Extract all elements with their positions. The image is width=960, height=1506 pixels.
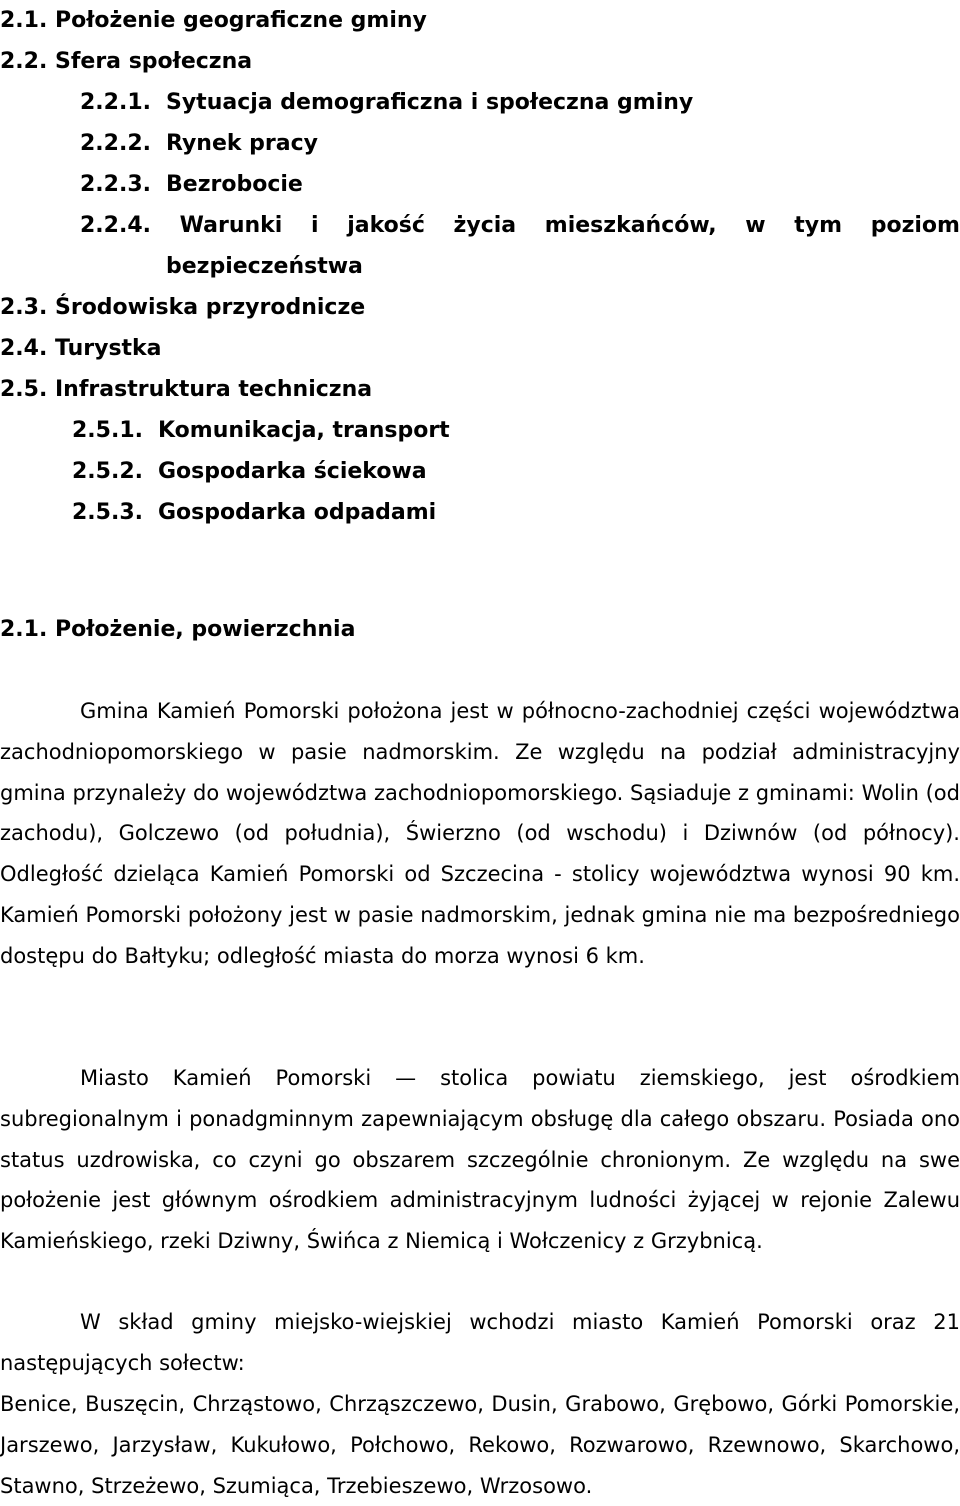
- toc-number: 2.3.: [0, 295, 48, 320]
- toc-title-word: tym: [794, 213, 843, 238]
- toc-item: [0, 123, 960, 164]
- toc-item: [0, 41, 960, 82]
- toc-title: Gospodarka odpadami: [158, 500, 437, 525]
- toc-item: [0, 287, 960, 328]
- toc-title: Komunikacja, transport: [158, 418, 450, 443]
- toc-title-word: Warunki: [179, 213, 283, 238]
- table-of-contents: [0, 0, 960, 533]
- toc-number: 2.2.4.: [80, 213, 151, 238]
- toc-number: 2.5.3.: [72, 500, 143, 525]
- toc-number: 2.5.1.: [72, 418, 143, 443]
- toc-title-word: mieszkańców,: [544, 213, 717, 238]
- toc-item: [0, 328, 960, 369]
- toc-number: 2.2.2.: [80, 131, 151, 156]
- toc-title: Bezrobocie: [166, 172, 303, 197]
- section-heading: [0, 609, 355, 650]
- toc-title: Sfera społeczna: [55, 49, 253, 74]
- toc-title: Położenie geograficzne gminy: [55, 8, 427, 33]
- toc-item: [0, 0, 960, 41]
- toc-number: 2.5.: [0, 377, 48, 402]
- toc-title-word: i: [311, 213, 319, 238]
- toc-item: [0, 82, 960, 123]
- toc-title-word: jakość: [347, 213, 425, 238]
- toc-title: Turystka: [55, 336, 162, 361]
- paragraph: Miasto Kamień Pomorski — stolica powiatu ziemskiego, jest ośrodkiem subregionalnym i ponadgminnym zapewniającym obsługę dla całego obszaru. Posiada ono status uzdrowiska, co czyni go obszarem szczególnie chronionym. Ze względu na swe położenie jest głównym ośrodkiem administracyjnym ludności żyjącej w rejonie Zalewu Kamieńskiego, rzeki Dziwny, Świńca z Niemicą i Wołczenicy z Grzybnicą.: [0, 1066, 960, 1254]
- toc-item: [0, 205, 960, 246]
- toc-title: Rynek pracy: [166, 131, 318, 156]
- toc-item: [0, 451, 960, 492]
- paragraph: W skład gminy miejsko-wiejskiej wchodzi miasto Kamień Pomorski oraz 21 następujących sołectw:: [0, 1310, 960, 1375]
- toc-title: Infrastruktura techniczna: [55, 377, 373, 402]
- toc-title-word: życia: [453, 213, 517, 238]
- toc-item: [0, 369, 960, 410]
- toc-number: 2.2.3.: [80, 172, 151, 197]
- toc-title: Środowiska przyrodnicze: [55, 295, 366, 320]
- toc-number: 2.1.: [0, 8, 48, 33]
- toc-title: Sytuacja demograficzna i społeczna gminy: [166, 90, 694, 115]
- toc-title: Gospodarka ściekowa: [158, 459, 427, 484]
- toc-title-word: w: [745, 213, 766, 238]
- toc-title: bezpieczeństwa: [166, 254, 363, 279]
- paragraph: Gmina Kamień Pomorski położona jest w północno-zachodniej części województwa zachodniopomorskiego w pasie nadmorskim. Ze względu na podział administracyjny gmina przynależy do województwa zachodniopomorskiego. Sąsiaduje z gminami: Wolin (od zachodu), Golczewo (od południa), Świerzno (od wschodu) i Dziwnów (od północy). Odległość dzieląca Kamień Pomorski od Szczecina - stolicy województwa wynosi 90 km. Kamień Pomorski położony jest w pasie nadmorskim, jednak gmina nie ma bezpośredniego dostępu do Bałtyku; odległość miasta do morza wynosi 6 km.: [0, 699, 960, 968]
- toc-title-word: poziom: [870, 213, 960, 238]
- section-number: 2.1.: [0, 617, 48, 642]
- toc-item-continuation: [0, 246, 960, 287]
- toc-item: [0, 164, 960, 205]
- toc-number: 2.2.1.: [80, 90, 151, 115]
- toc-number: 2.2.: [0, 49, 48, 74]
- toc-number: 2.5.2.: [72, 459, 143, 484]
- toc-number: 2.4.: [0, 336, 48, 361]
- section-title: Położenie, powierzchnia: [55, 617, 356, 642]
- paragraph: Benice, Buszęcin, Chrząstowo, Chrząszczewo, Dusin, Grabowo, Grębowo, Górki Pomorskie, Jarszewo, Jarzysław, Kukułowo, Połchowo, Rekowo, Rozwarowo, Rzewnowo, Skarchowo, Stawno, Strzeżewo, Szumiąca, Trzebieszewo, Wrzosowo.: [0, 1392, 960, 1498]
- toc-item: [0, 410, 960, 451]
- toc-item: [0, 492, 960, 533]
